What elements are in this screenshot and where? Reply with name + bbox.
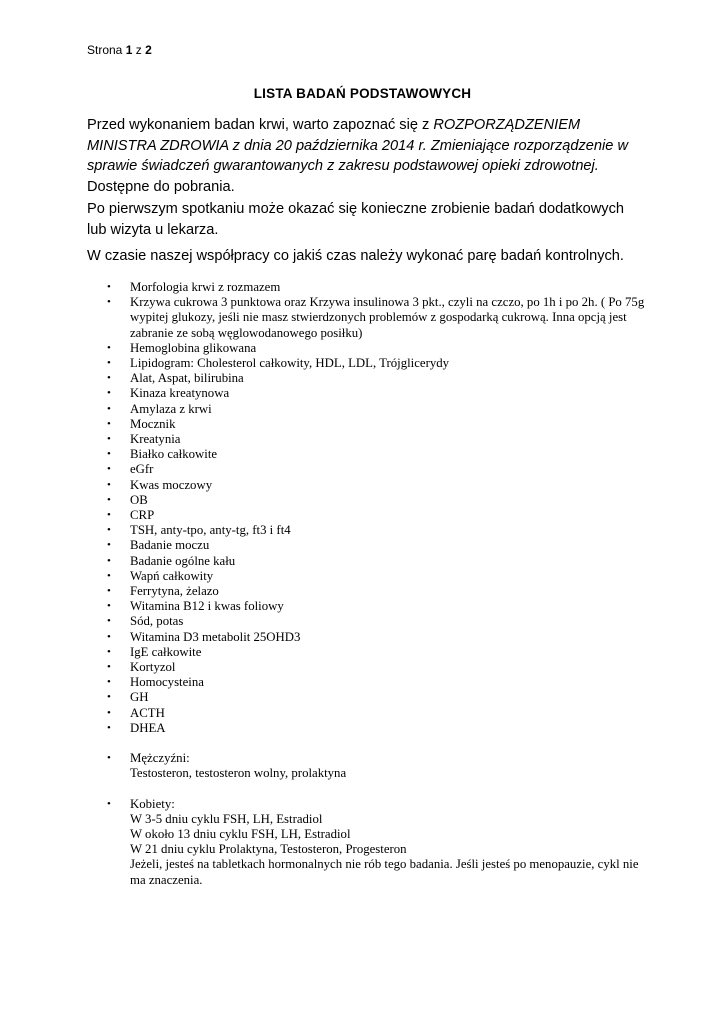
bullet-icon: • [107,721,111,734]
list-item [0,569,725,584]
list-item [0,584,725,599]
bullet-icon: • [107,706,111,719]
list-item [0,417,725,432]
bullet-icon: • [107,615,111,628]
list-item-text: GH [130,690,149,705]
intro-text-start: Przed wykonaniem badan krwi, warto zapoznać się z [87,117,434,133]
bullet-icon: • [107,752,111,765]
bullet-icon: • [107,296,111,309]
list-item-text: DHEA [130,720,166,735]
list-item-text: IgE całkowite [130,644,202,659]
list-item-text: Kortyzol [130,660,176,675]
list-item-text: ACTH [130,705,165,720]
bullet-icon: • [107,524,111,537]
bullet-icon: • [107,797,111,810]
list-item [0,523,725,538]
list-item-text: eGfr [130,462,154,477]
list-item [0,645,725,660]
list-item-women [0,797,725,888]
bullet-icon: • [107,417,111,430]
list-item-text: Wapń całkowity [130,568,214,583]
page-header [87,43,152,57]
women-tests-day-13: W około 13 dniu cyklu FSH, LH, Estradiol [130,826,351,841]
list-item-text: Badanie moczu [130,538,210,553]
bullet-icon: • [107,661,111,674]
bullet-icon: • [107,341,111,354]
list-item-text: Krzywa cukrowa 3 punktowa oraz Krzywa insulinowa 3 pkt., czyli na czczo, po 1h i po 2h. ( Po 75g wypitej glukozy, jeśli nie masz stwierdzonych problemów z gospodarką cukrową. Inna opcją jest zabranie ze sobą węglowodanowego posiłku) [130,295,645,340]
bullet-icon: • [107,493,111,506]
list-item-text: Lipidogram: Cholesterol całkowity, HDL, LDL, Trójglicerydy [130,356,450,371]
bullet-icon: • [107,569,111,582]
list-item [0,478,725,493]
list-item-text: Morfologia krwi z rozmazem [130,280,281,294]
list-item-text: Amylaza z krwi [130,401,212,416]
bullet-icon: • [107,463,111,476]
list-item [0,280,725,295]
women-label: Kobiety: [130,796,175,811]
intro-paragraph-additional-tests: Po pierwszym spotkaniu może okazać się konieczne zrobienie badań dodatkowych lub wizyta u lekarza. [87,201,625,238]
women-tests-day-21: W 21 dniu cyklu Prolaktyna, Testosteron, Progesteron [130,842,407,857]
page-number-current: 1 [125,43,133,57]
list-item [0,630,725,645]
list-item [0,295,725,341]
page-number-total: 2 [145,43,152,57]
women-note: Jeżeli, jesteś na tabletkach hormonalnych nie rób tego badania. Jeśli jesteś po menopauzie, cykl nie ma znaczenia. [130,857,639,887]
bullet-icon: • [107,600,111,613]
bullet-icon: • [107,281,111,293]
bullet-icon: • [107,676,111,689]
list-item [0,599,725,614]
women-tests-day-3-5: W 3-5 dniu cyklu FSH, LH, Estradiol [130,811,323,826]
document-title: LISTA BADAŃ PODSTAWOWYCH [253,86,472,101]
bullet-icon: • [107,387,111,400]
bullet-icon: • [107,448,111,461]
list-item [0,660,725,675]
bullet-icon: • [107,478,111,491]
list-item-text: Mocznik [130,416,176,431]
list-item-text: Kinaza kreatynowa [130,386,230,401]
bullet-icon: • [107,357,111,370]
bullet-icon: • [107,585,111,598]
intro-text-end: Dostępne do pobrania. [87,178,235,195]
list-item [0,675,725,690]
list-item-text: Kreatynia [130,432,181,447]
regulation-reference: ROZPORZĄDZENIEM MINISTRA ZDROWIA z dnia 20 października 2014 r. Zmieniające rozporządzenie w sprawie świadczeń gwarantowanych z zakresu podstawowej opieki zdrowotnej. [87,117,628,175]
list-item [0,432,725,447]
page-header-prefix: Strona [87,43,126,57]
list-item-text: CRP [130,508,155,523]
list-item-text: Witamina B12 i kwas foliowy [130,599,284,614]
list-item-text: Sód, potas [130,614,184,629]
bullet-icon: • [107,691,111,704]
bullet-icon: • [107,645,111,658]
page-header-separator: z [132,43,146,57]
tests-list [0,280,725,888]
list-item [0,493,725,508]
list-item [0,371,725,386]
intro-paragraph-regulation [87,115,647,197]
bullet-icon: • [107,630,111,643]
list-item [0,706,725,721]
list-item [0,538,725,553]
list-item [0,721,725,736]
list-item [0,462,725,477]
list-item-text: OB [130,492,148,507]
list-item-text: Białko całkowite [130,447,218,462]
list-item-men [0,751,725,781]
list-item-text: Witamina D3 metabolit 25OHD3 [130,629,301,644]
bullet-icon: • [107,372,111,385]
men-label: Mężczyźni: [130,751,190,766]
bullet-icon: • [107,509,111,522]
list-item [0,447,725,462]
list-item [0,386,725,401]
list-item-text: Homocysteina [130,675,204,690]
list-item [0,341,725,356]
list-item-text: Alat, Aspat, bilirubina [130,371,244,386]
bullet-icon: • [107,402,111,415]
list-item-text: Ferrytyna, żelazo [130,584,219,599]
bullet-icon: • [107,433,111,446]
list-item-text: Badanie ogólne kału [130,553,236,568]
intro-paragraph-control-tests: W czasie naszej współpracy co jakiś czas należy wykonać parę badań kontrolnych. [87,248,624,264]
list-item [0,554,725,569]
list-item-text: TSH, anty-tpo, anty-tg, ft3 i ft4 [130,523,291,538]
list-item [0,614,725,629]
list-item [0,690,725,705]
list-item-text: Kwas moczowy [130,477,213,492]
men-tests: Testosteron, testosteron wolny, prolaktyna [130,766,347,781]
list-item [0,356,725,371]
list-item [0,402,725,417]
bullet-icon: • [107,539,111,552]
list-item-text: Hemoglobina glikowana [130,340,257,355]
bullet-icon: • [107,554,111,567]
list-item [0,508,725,523]
